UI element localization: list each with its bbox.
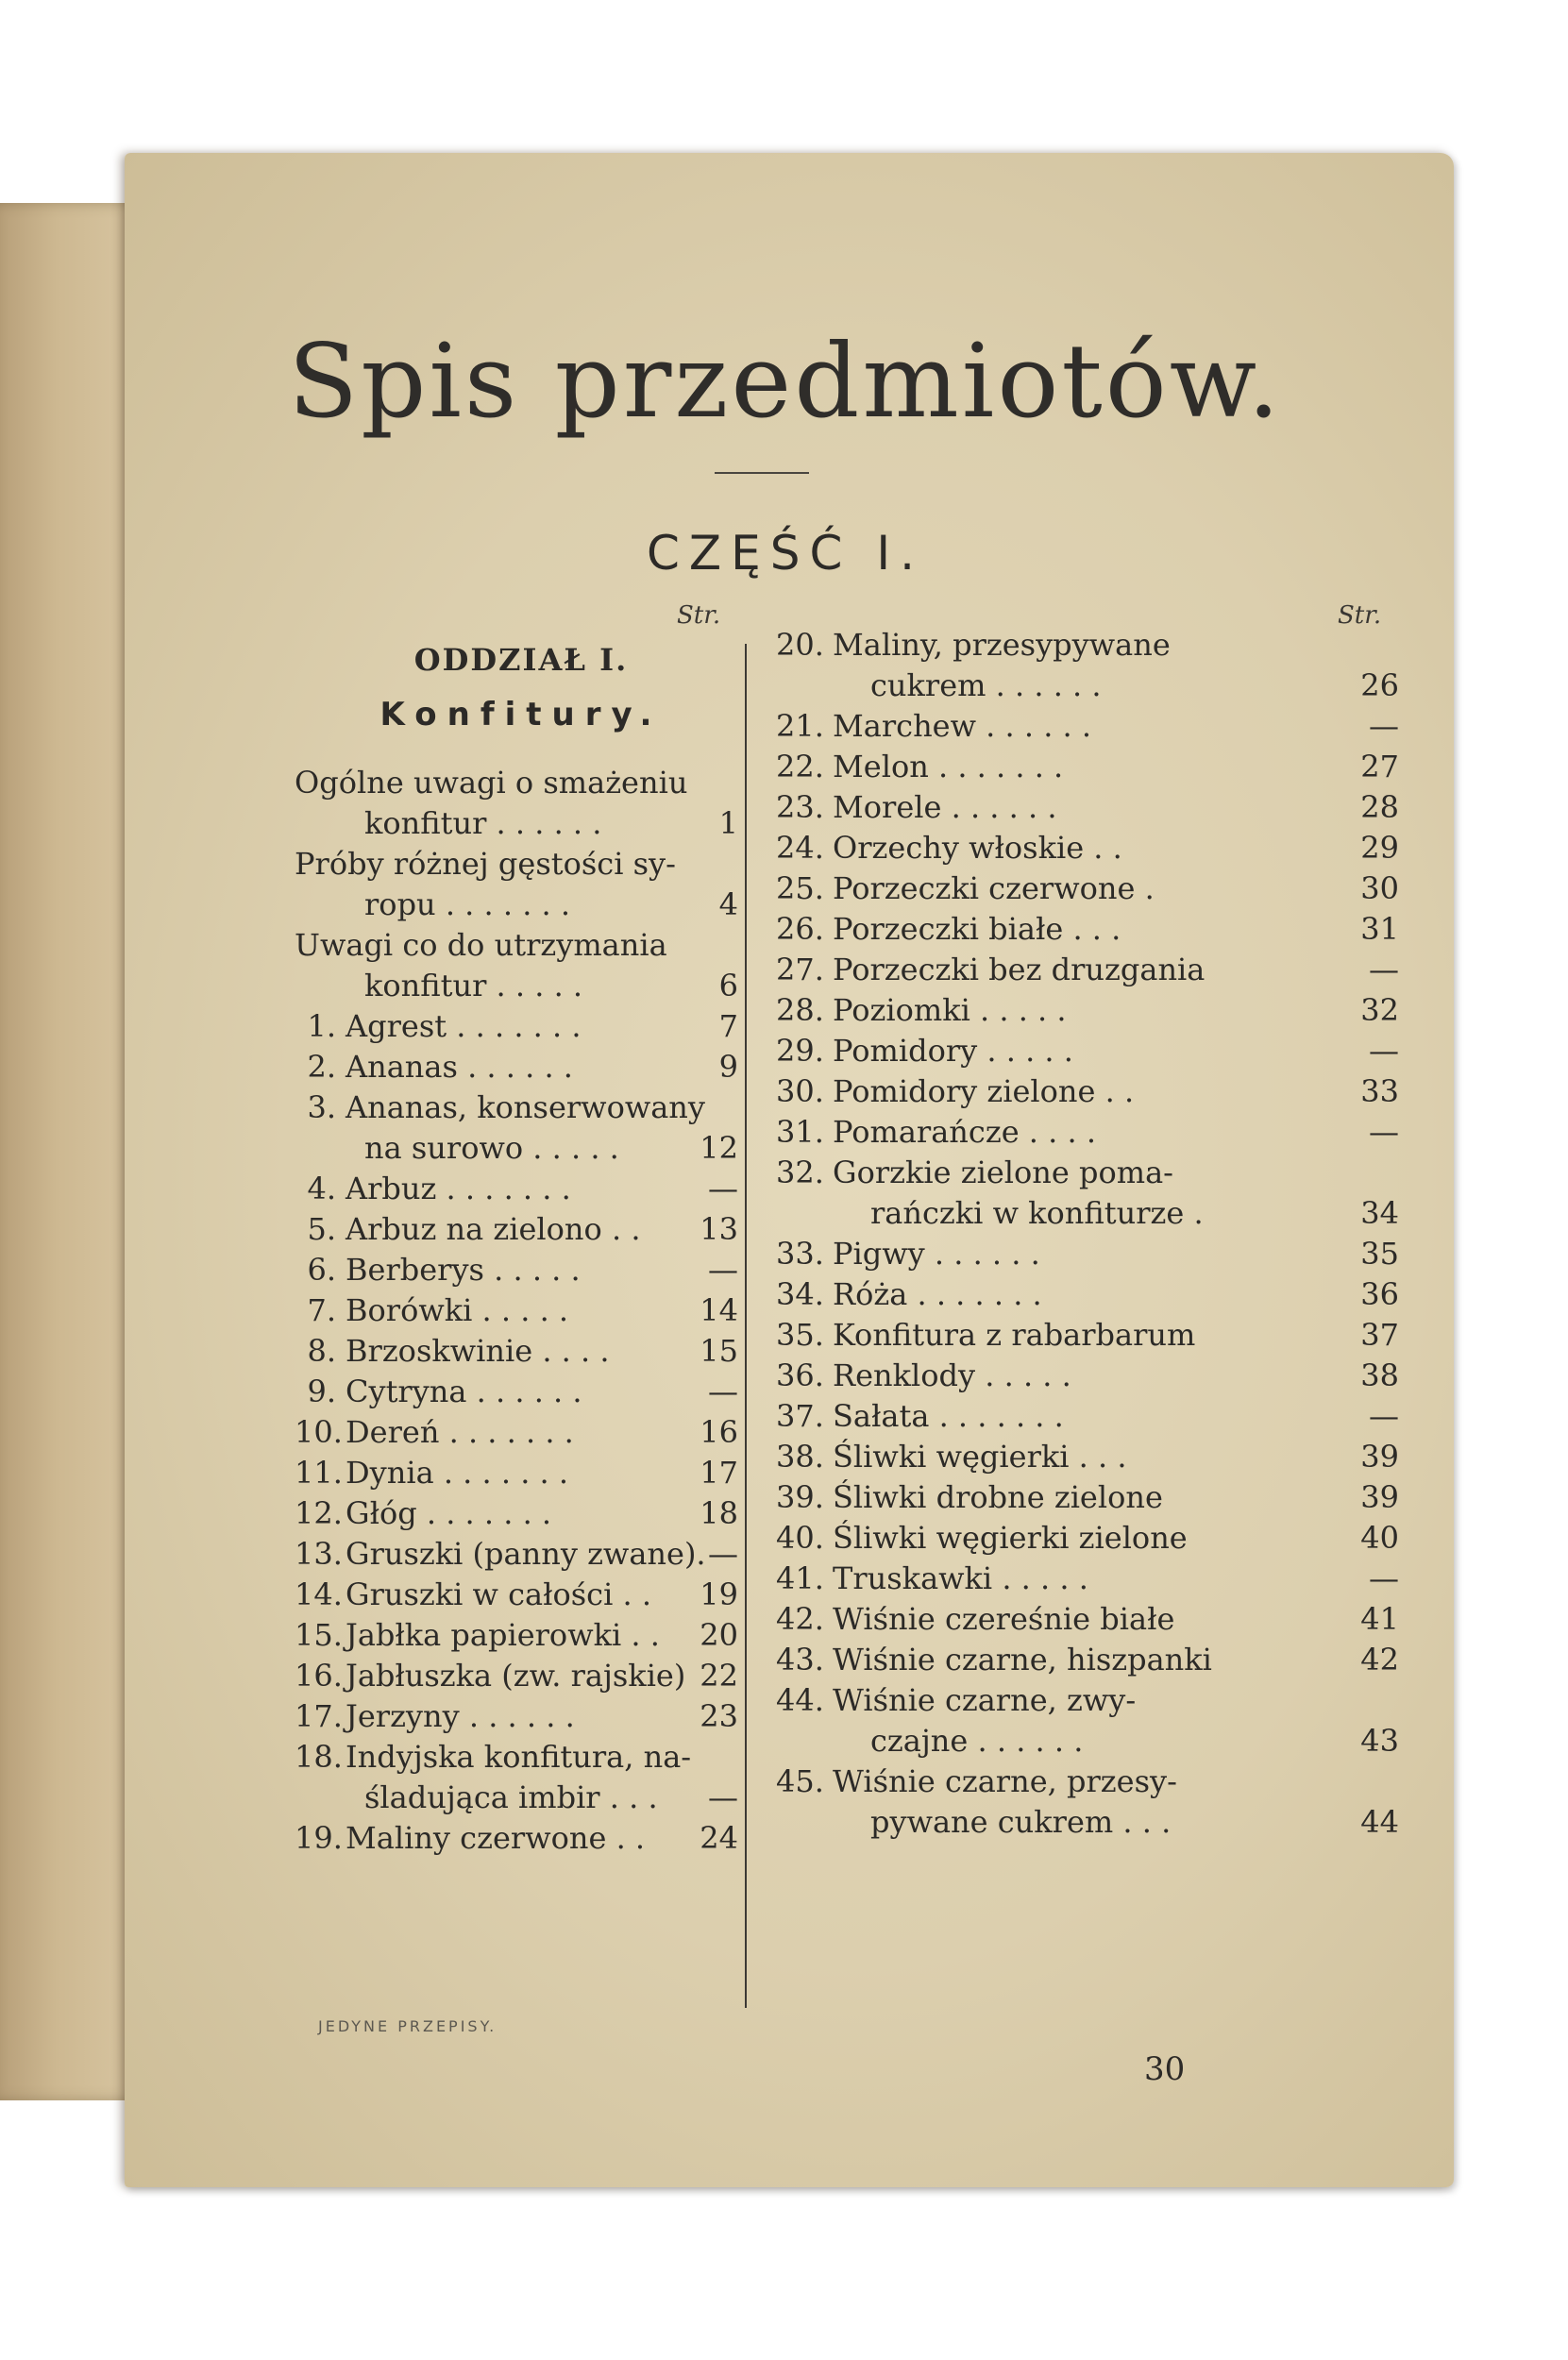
str-label-left: Str. bbox=[677, 601, 721, 630]
entry-page: 33 bbox=[1360, 1073, 1399, 1109]
entry-page: 40 bbox=[1360, 1520, 1399, 1556]
entry-number: 25. bbox=[776, 870, 824, 906]
entry-page: 32 bbox=[1360, 992, 1399, 1028]
entry-title: Renklody . . . . . bbox=[833, 1357, 1071, 1393]
entry-page: 36 bbox=[1360, 1276, 1399, 1312]
entry-number: 40. bbox=[776, 1520, 824, 1556]
toc-entry bbox=[776, 1599, 1399, 1640]
entry-number: 26. bbox=[776, 911, 824, 947]
entry-title: Agrest . . . . . . . bbox=[346, 1008, 582, 1044]
entry-number: 18. bbox=[295, 1739, 343, 1775]
toc-entry bbox=[776, 868, 1399, 909]
entry-number: 19. bbox=[295, 1820, 343, 1856]
entry-title: Maliny czerwone . . bbox=[346, 1820, 646, 1856]
entry-number: 28. bbox=[776, 992, 824, 1028]
toc-entry bbox=[776, 1559, 1399, 1599]
toc-entry bbox=[295, 1006, 738, 1047]
entry-page: — bbox=[1369, 1398, 1399, 1434]
entry-page: 23 bbox=[700, 1698, 738, 1734]
entry-number: 1. bbox=[307, 1008, 336, 1044]
entry-title: Ananas . . . . . . bbox=[346, 1049, 573, 1085]
entry-number: 21. bbox=[776, 708, 824, 744]
page-title: Spis przedmiotów. bbox=[288, 323, 1283, 441]
toc-entry bbox=[776, 1234, 1399, 1274]
entry-title: Maliny, przesypywane bbox=[833, 627, 1171, 663]
entry-number: 22. bbox=[776, 749, 824, 784]
entry-number: 24. bbox=[776, 830, 824, 866]
toc-entry bbox=[776, 1762, 1399, 1802]
entry-page: 13 bbox=[700, 1211, 738, 1247]
entry-page: — bbox=[1369, 1033, 1399, 1069]
entry-page: 31 bbox=[1360, 911, 1399, 947]
entry-page: 39 bbox=[1360, 1479, 1399, 1515]
toc-entry bbox=[295, 1696, 738, 1737]
toc-entry bbox=[776, 1356, 1399, 1396]
toc-right-column bbox=[776, 625, 1399, 1843]
entry-title: Pomidory zielone . . bbox=[833, 1073, 1135, 1109]
entry-page: 6 bbox=[718, 968, 738, 1003]
entry-title: Wiśnie czarne, zwy- bbox=[833, 1682, 1137, 1718]
str-label-right: Str. bbox=[1338, 601, 1382, 630]
entry-number: 42. bbox=[776, 1601, 824, 1637]
entry-page: 17 bbox=[700, 1455, 738, 1491]
entry-title: Ananas, konserwowany bbox=[346, 1089, 705, 1125]
entry-number: 44. bbox=[776, 1682, 824, 1718]
entry-title: Borówki . . . . . bbox=[346, 1292, 569, 1328]
toc-entry bbox=[776, 1112, 1399, 1153]
entry-title: Śliwki węgierki zielone bbox=[833, 1520, 1188, 1556]
toc-entry bbox=[776, 909, 1399, 950]
entry-number: 5. bbox=[307, 1211, 336, 1247]
entry-title: na surowo . . . . . bbox=[364, 1130, 619, 1166]
toc-entry bbox=[776, 1193, 1399, 1234]
entry-number: 8. bbox=[307, 1333, 336, 1369]
toc-entry bbox=[776, 706, 1399, 747]
signature-mark: JEDYNE PRZEPISY. bbox=[318, 2017, 497, 2035]
entry-number: 23. bbox=[776, 789, 824, 825]
entry-number: 35. bbox=[776, 1317, 824, 1353]
toc-entry bbox=[776, 1396, 1399, 1437]
toc-entry bbox=[776, 1153, 1399, 1193]
left-page-edge bbox=[0, 203, 142, 2100]
entry-title: Pomidory . . . . . bbox=[833, 1033, 1073, 1069]
toc-entry bbox=[295, 925, 738, 966]
toc-entry bbox=[295, 1128, 738, 1169]
toc-entry bbox=[776, 666, 1399, 706]
toc-entry bbox=[776, 1802, 1399, 1843]
entry-title: Porzeczki czerwone . bbox=[833, 870, 1155, 906]
page-number: 30 bbox=[1144, 2050, 1186, 2088]
toc-entry bbox=[295, 1615, 738, 1656]
entry-number: 17. bbox=[295, 1698, 343, 1734]
toc-entry bbox=[776, 950, 1399, 990]
entry-page: 28 bbox=[1360, 789, 1399, 825]
entry-title: Brzoskwinie . . . . bbox=[346, 1333, 610, 1369]
entry-title: Morele . . . . . . bbox=[833, 789, 1057, 825]
entry-title: Wiśnie czereśnie białe bbox=[833, 1601, 1175, 1637]
column-divider bbox=[745, 644, 747, 2008]
toc-entry bbox=[295, 1575, 738, 1615]
entry-page: 27 bbox=[1360, 749, 1399, 784]
entry-title: Próby różnej gęstości sy- bbox=[295, 846, 676, 882]
entry-title: Dereń . . . . . . . bbox=[346, 1414, 574, 1450]
entry-number: 6. bbox=[307, 1252, 336, 1288]
entry-number: 15. bbox=[295, 1617, 343, 1653]
entry-page: — bbox=[708, 1171, 738, 1206]
entry-page: 41 bbox=[1360, 1601, 1399, 1637]
toc-entry bbox=[776, 828, 1399, 868]
entry-number: 43. bbox=[776, 1642, 824, 1677]
entry-title: Berberys . . . . . bbox=[346, 1252, 581, 1288]
toc-entry bbox=[295, 1412, 738, 1453]
entry-title: Konfitura z rabarbarum bbox=[833, 1317, 1196, 1353]
toc-entry bbox=[776, 1071, 1399, 1112]
toc-entry bbox=[776, 1031, 1399, 1071]
toc-entry bbox=[776, 1518, 1399, 1559]
toc-entry bbox=[295, 844, 738, 885]
entry-title: czajne . . . . . . bbox=[870, 1723, 1084, 1759]
entry-title: Sałata . . . . . . . bbox=[833, 1398, 1064, 1434]
entry-page: — bbox=[708, 1252, 738, 1288]
title-divider bbox=[715, 472, 809, 474]
entry-number: 30. bbox=[776, 1073, 824, 1109]
entry-page: 1 bbox=[718, 805, 738, 841]
entry-number: 37. bbox=[776, 1398, 824, 1434]
entry-page: — bbox=[708, 1779, 738, 1815]
toc-entry bbox=[776, 1315, 1399, 1356]
entry-number: 12. bbox=[295, 1495, 343, 1531]
entry-title: Porzeczki białe . . . bbox=[833, 911, 1121, 947]
entry-title: Dynia . . . . . . . bbox=[346, 1455, 569, 1491]
toc-entry bbox=[295, 1209, 738, 1250]
entry-title: Jabłuszka (zw. rajskie) bbox=[346, 1658, 686, 1694]
toc-entry bbox=[295, 803, 738, 844]
toc-entry bbox=[776, 625, 1399, 666]
entry-page: 9 bbox=[718, 1049, 738, 1085]
entry-title: Poziomki . . . . . bbox=[833, 992, 1067, 1028]
entry-number: 36. bbox=[776, 1357, 824, 1393]
entry-title: Orzechy włoskie . . bbox=[833, 830, 1122, 866]
toc-entry bbox=[295, 1169, 738, 1209]
entry-number: 39. bbox=[776, 1479, 824, 1515]
entry-title: Ogólne uwagi o smażeniu bbox=[295, 765, 688, 801]
toc-entry bbox=[295, 1372, 738, 1412]
entry-page: 7 bbox=[718, 1008, 738, 1044]
toc-entry bbox=[295, 1453, 738, 1493]
entry-title: Arbuz . . . . . . . bbox=[346, 1171, 571, 1206]
entry-title: Jerzyny . . . . . . bbox=[346, 1698, 575, 1734]
entry-page: — bbox=[708, 1374, 738, 1409]
entry-page: 24 bbox=[700, 1820, 738, 1856]
entry-number: 14. bbox=[295, 1576, 343, 1612]
entry-page: 44 bbox=[1360, 1804, 1399, 1840]
entry-number: 11. bbox=[295, 1455, 343, 1491]
entry-page: 19 bbox=[700, 1576, 738, 1612]
entry-number: 10. bbox=[295, 1414, 343, 1450]
toc-entry bbox=[776, 1721, 1399, 1762]
toc-entry bbox=[776, 747, 1399, 787]
entry-number: 20. bbox=[776, 627, 824, 663]
entry-title: Arbuz na zielono . . bbox=[346, 1211, 641, 1247]
entry-page: 43 bbox=[1360, 1723, 1399, 1759]
toc-entry bbox=[295, 1087, 738, 1128]
part-heading: CZĘŚĆ I. bbox=[647, 526, 924, 581]
entry-number: 16. bbox=[295, 1658, 343, 1694]
entry-number: 29. bbox=[776, 1033, 824, 1069]
toc-entry bbox=[776, 1477, 1399, 1518]
entry-number: 45. bbox=[776, 1763, 824, 1799]
entry-page: 30 bbox=[1360, 870, 1399, 906]
toc-entry bbox=[295, 885, 738, 925]
entry-title: konfitur . . . . . bbox=[364, 968, 583, 1003]
toc-entry bbox=[776, 787, 1399, 828]
toc-entry bbox=[295, 1250, 738, 1290]
entry-page: 35 bbox=[1360, 1236, 1399, 1272]
toc-entry bbox=[776, 1640, 1399, 1680]
entry-title: pywane cukrem . . . bbox=[870, 1804, 1172, 1840]
entry-number: 27. bbox=[776, 952, 824, 987]
entry-page: 39 bbox=[1360, 1439, 1399, 1475]
toc-entry bbox=[295, 1818, 738, 1859]
book-page bbox=[125, 153, 1454, 2187]
entry-title: Gruszki w całości . . bbox=[346, 1576, 652, 1612]
entry-number: 31. bbox=[776, 1114, 824, 1150]
entry-page: 12 bbox=[700, 1130, 738, 1166]
entry-page: — bbox=[1369, 708, 1399, 744]
section-subtitle: Konfitury. bbox=[379, 696, 663, 733]
entry-number: 41. bbox=[776, 1560, 824, 1596]
entry-page: 34 bbox=[1360, 1195, 1399, 1231]
toc-entry bbox=[776, 990, 1399, 1031]
entry-title: Melon . . . . . . . bbox=[833, 749, 1064, 784]
entry-title: Gruszki (panny zwane). bbox=[346, 1536, 706, 1572]
entry-number: 33. bbox=[776, 1236, 824, 1272]
entry-number: 38. bbox=[776, 1439, 824, 1475]
entry-title: Wiśnie czarne, hiszpanki bbox=[833, 1642, 1212, 1677]
entry-number: 32. bbox=[776, 1155, 824, 1190]
entry-number: 3. bbox=[307, 1089, 336, 1125]
entry-title: Gorzkie zielone poma- bbox=[833, 1155, 1173, 1190]
entry-title: Jabłka papierowki . . bbox=[346, 1617, 660, 1653]
toc-entry bbox=[295, 1737, 738, 1778]
entry-title: Indyjska konfitura, na- bbox=[346, 1739, 692, 1775]
entry-title: ropu . . . . . . . bbox=[364, 886, 571, 922]
entry-number: 4. bbox=[307, 1171, 336, 1206]
entry-title: Wiśnie czarne, przesy- bbox=[833, 1763, 1177, 1799]
entry-title: cukrem . . . . . . bbox=[870, 667, 1102, 703]
entry-page: 18 bbox=[700, 1495, 738, 1531]
toc-entry bbox=[295, 1656, 738, 1696]
toc-entry bbox=[295, 1493, 738, 1534]
toc-entry bbox=[295, 763, 738, 803]
entry-number: 13. bbox=[295, 1536, 343, 1572]
entry-title: konfitur . . . . . . bbox=[364, 805, 602, 841]
entry-page: 22 bbox=[700, 1658, 738, 1694]
entry-page: 4 bbox=[718, 886, 738, 922]
toc-entry bbox=[776, 1437, 1399, 1477]
entry-page: — bbox=[1369, 1560, 1399, 1596]
toc-entry bbox=[295, 1047, 738, 1087]
entry-title: Marchew . . . . . . bbox=[833, 708, 1092, 744]
entry-page: 14 bbox=[700, 1292, 738, 1328]
toc-entry bbox=[776, 1274, 1399, 1315]
toc-entry bbox=[295, 1331, 738, 1372]
toc-entry bbox=[295, 1534, 738, 1575]
entry-page: 16 bbox=[700, 1414, 738, 1450]
entry-page: — bbox=[708, 1536, 738, 1572]
toc-left-column bbox=[295, 763, 738, 1859]
entry-page: 20 bbox=[700, 1617, 738, 1653]
entry-page: 38 bbox=[1360, 1357, 1399, 1393]
entry-title: Uwagi co do utrzymania bbox=[295, 927, 667, 963]
entry-page: — bbox=[1369, 1114, 1399, 1150]
entry-page: 15 bbox=[700, 1333, 738, 1369]
entry-number: 9. bbox=[307, 1374, 336, 1409]
toc-entry bbox=[295, 1290, 738, 1331]
entry-title: Głóg . . . . . . . bbox=[346, 1495, 552, 1531]
entry-title: Śliwki węgierki . . . bbox=[833, 1439, 1127, 1475]
entry-title: Róża . . . . . . . bbox=[833, 1276, 1042, 1312]
toc-entry bbox=[776, 1680, 1399, 1721]
entry-title: Truskawki . . . . . bbox=[833, 1560, 1088, 1596]
section-heading: ODDZIAŁ I. bbox=[413, 642, 629, 678]
entry-title: Pomarańcze . . . . bbox=[833, 1114, 1096, 1150]
entry-page: 29 bbox=[1360, 830, 1399, 866]
entry-title: śladująca imbir . . . bbox=[364, 1779, 658, 1815]
entry-number: 7. bbox=[307, 1292, 336, 1328]
entry-number: 2. bbox=[307, 1049, 336, 1085]
toc-entry bbox=[295, 966, 738, 1006]
entry-page: 42 bbox=[1360, 1642, 1399, 1677]
entry-title: Porzeczki bez druzgania bbox=[833, 952, 1206, 987]
entry-page: 26 bbox=[1360, 667, 1399, 703]
entry-title: Pigwy . . . . . . bbox=[833, 1236, 1040, 1272]
entry-page: 37 bbox=[1360, 1317, 1399, 1353]
entry-number: 34. bbox=[776, 1276, 824, 1312]
entry-title: Śliwki drobne zielone bbox=[833, 1479, 1163, 1515]
entry-page: — bbox=[1369, 952, 1399, 987]
toc-entry bbox=[295, 1778, 738, 1818]
entry-title: Cytryna . . . . . . bbox=[346, 1374, 582, 1409]
entry-title: rańczki w konfiturze . bbox=[870, 1195, 1204, 1231]
